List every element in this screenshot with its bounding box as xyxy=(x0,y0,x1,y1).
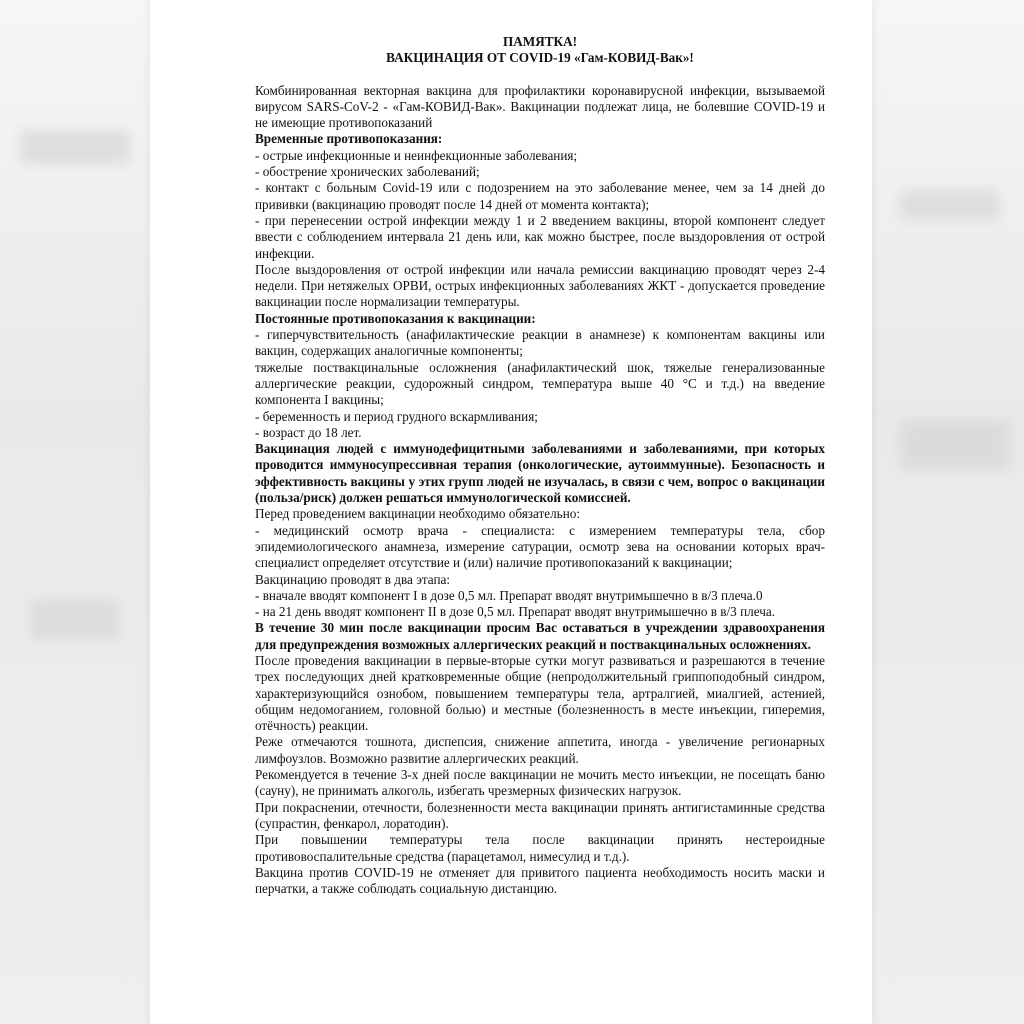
blurred-shape xyxy=(900,420,1010,470)
reactions-paragraph: После проведения вакцинации в первые-вторые сутки могут развиваться и разрешаются в течение трех последующих дней кратковременные общие (непродолжительный гриппоподобный синдром, характеризующийся ознобом, повышением температуры тела, артралгией, миалгией, астенией, общим недомоганием, головной болью) и местные (болезненность в месте инъекции, гиперемия, отёчность) реакции. xyxy=(255,652,825,734)
permanent-item: тяжелые поствакцинальные осложнения (анафилактический шок, тяжелые генерализованные аллергические реакции, судорожный синдром, температура выше 40 °С и т.д.) на введение компонента I вакцины; xyxy=(255,359,825,408)
blurred-shape xyxy=(30,600,120,640)
permanent-contraindications-heading: Постоянные противопоказания к вакцинации: xyxy=(255,310,536,326)
permanent-item: - беременность и период грудного вскармливания; xyxy=(255,408,538,424)
document-content xyxy=(255,34,825,897)
temporary-item: - контакт с больным Covid-19 или с подозрением на это заболевание менее, чем за 14 дней до прививки (вакцинацию проводят после 14 дней от момента контакта); xyxy=(255,180,825,212)
temporary-item: - при перенесении острой инфекции между 1 и 2 введением вакцины, второй компонент следует ввести с соблюдением интервала 21 день или, как можно быстрее, после выздоровления от острой инфекции. xyxy=(255,212,825,261)
title-line-1: ПАМЯТКА! xyxy=(502,34,578,49)
before-vaccination-line: Перед проведением вакцинации необходимо обязательно: xyxy=(255,506,581,522)
stage-1-line: - вначале вводят компонент I в дозе 0,5 мл. Препарат вводят внутримышечно в в/3 плеча.0 xyxy=(255,587,763,603)
intro-paragraph: Комбинированная векторная вакцина для профилактики коронавирусной инфекции, вызываемой вирусом SARS-CoV-2 - «Гам-КОВИД-Вак». Вакцинации подлежат лица, не болевшие COVID-19 и не имеющие противопоказаний xyxy=(255,82,825,131)
medical-exam-paragraph: - медицинский осмотр врача - специалиста: с измерением температуры тела, сбор эпидемиологического анамнеза, измерение сатурации, осмотр зева на основании которых врач-специалист определяет отсутствие и (или) наличие противопоказаний к вакцинации; xyxy=(255,522,825,571)
stay-after-vaccination-paragraph: В течение 30 мин после вакцинации просим Вас оставаться в учреждении здравоохранения для предупреждения возможных аллергических реакций и поствакцинальных осложнениях. xyxy=(255,620,825,652)
immunodeficiency-paragraph: Вакцинация людей с иммунодефицитными заболеваниями и заболеваниями, при которых проводится иммуносупрессивная терапия (онкологические, аутоиммунные). Безопасность и эффективность вакцины у этих групп людей не изучалась, в связи с чем, вопрос о вакцинации (польза/риск) должен решаться иммунологической комиссией. xyxy=(255,441,825,506)
recommendations-paragraph: Рекомендуется в течение 3-х дней после вакцинации не мочить место инъекции, не посещать баню (сауну), не принимать алкоголь, избегать чрезмерных физических нагрузок. xyxy=(255,767,825,799)
stages-heading: Вакцинацию проводят в два этапа: xyxy=(255,571,451,587)
rare-effects-paragraph: Реже отмечаются тошнота, диспепсия, снижение аппетита, иногда - увеличение регионарных лимфоузлов. Возможно развитие аллергических реакций. xyxy=(255,734,825,766)
final-paragraph: Вакцина против COVID-19 не отменяет для привитого пациента необходимость носить маски и перчатки, а также соблюдать социальную дистанцию. xyxy=(255,864,825,897)
temporary-contraindications-heading: Временные противопоказания: xyxy=(255,131,443,147)
blurred-shape xyxy=(20,130,130,164)
title-line-2: ВАКЦИНАЦИЯ ОТ COVID-19 «Гам-КОВИД-Вак»! xyxy=(386,50,694,66)
redness-paragraph: При покраснении, отечности, болезненности места вакцинации принять антигистаминные средства (супрастин, фенкарол, лоратодин). xyxy=(255,799,825,831)
after-recovery-paragraph: После выздоровления от острой инфекции или начала ремиссии вакцинацию проводят через 2-4 недели. При нетяжелых ОРВИ, острых инфекционных заболеваниях ЖКТ - допускается проведение вакцинации после нормализации температуры. xyxy=(255,261,825,310)
stage-2-line: - на 21 день вводят компонент II в дозе 0,5 мл. Препарат вводят внутримышечно в в/3 плеча. xyxy=(255,604,776,620)
temporary-item: - обострение хронических заболеваний; xyxy=(255,164,480,180)
permanent-item: - гиперчувствительность (анафилактические реакции в анамнезе) к компонентам вакцины или вакцин, содержащих аналогичные компоненты; xyxy=(255,327,825,359)
blurred-shape xyxy=(900,190,1000,220)
permanent-item: - возраст до 18 лет. xyxy=(255,424,362,440)
fever-paragraph: При повышении температуры тела после вакцинации принять нестероидные противовоспалительные средства (парацетамол, нимесулид и т.д.). xyxy=(255,832,825,864)
blurred-background-right xyxy=(872,0,1024,1024)
document-page xyxy=(150,0,872,1024)
temporary-item: - острые инфекционные и неинфекционные заболевания; xyxy=(255,147,578,163)
